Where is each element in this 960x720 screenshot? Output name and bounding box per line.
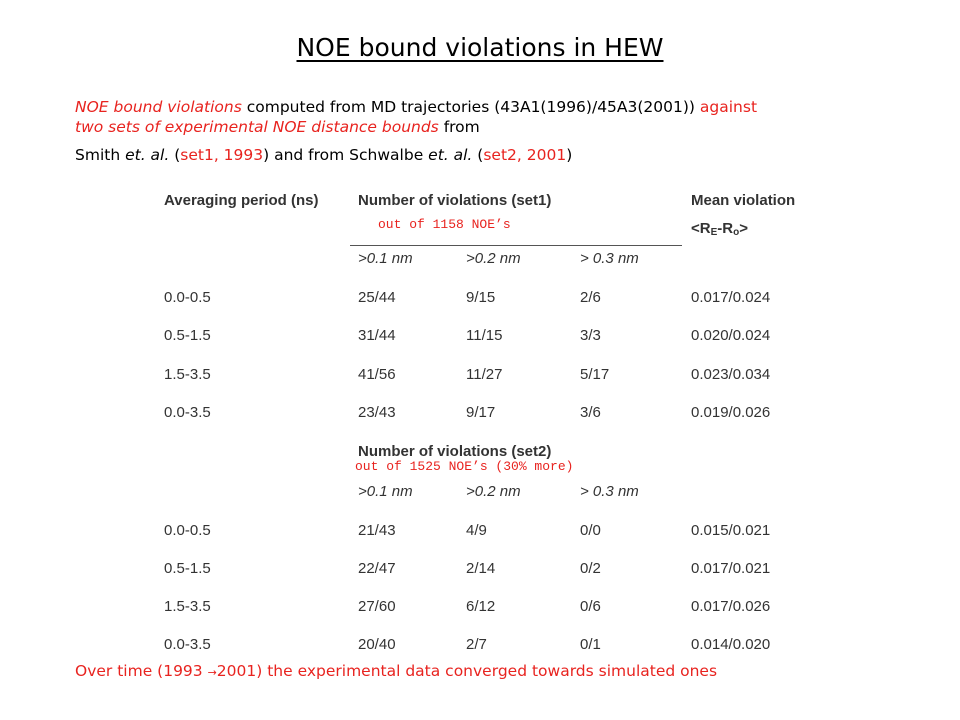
cell-mean: 0.014/0.020 xyxy=(691,636,771,653)
intro-highlight: set2, 2001 xyxy=(483,146,567,164)
intro-line-2 xyxy=(75,117,480,137)
page-title: NOE bound violations in HEW xyxy=(296,33,664,62)
conclusion-text xyxy=(75,662,717,680)
formula-part: <R xyxy=(691,220,711,237)
cell-value: 31/44 xyxy=(358,327,396,344)
cell-value: 22/47 xyxy=(358,560,396,577)
cell-value: 23/43 xyxy=(358,404,396,421)
intro-text: Smith xyxy=(75,146,126,164)
arrow-icon: → xyxy=(207,666,217,679)
intro-text: et. al. xyxy=(125,146,170,164)
header-set2: Number of violations (set2) xyxy=(358,443,552,460)
cell-value: 4/9 xyxy=(466,522,487,539)
cell-mean: 0.020/0.024 xyxy=(691,327,771,344)
cell-value: 0/6 xyxy=(580,598,601,615)
col-gt-0-1: >0.1 nm xyxy=(358,483,413,500)
cell-value: 5/17 xyxy=(580,366,610,383)
col-gt-0-2: >0.2 nm xyxy=(466,250,521,267)
cell-mean: 0.017/0.024 xyxy=(691,289,771,306)
cell-value: 2/14 xyxy=(466,560,496,577)
cell-mean: 0.017/0.021 xyxy=(691,560,771,577)
cell-value: 25/44 xyxy=(358,289,396,306)
intro-text: ( xyxy=(472,146,484,164)
cell-value: 3/3 xyxy=(580,327,601,344)
cell-period: 0.0-0.5 xyxy=(164,522,211,539)
cell-mean: 0.017/0.026 xyxy=(691,598,771,615)
intro-text: from xyxy=(438,118,480,136)
cell-value: 11/27 xyxy=(466,366,503,383)
intro-highlight: two sets of experimental NOE distance bounds xyxy=(75,118,439,136)
cell-value: 21/43 xyxy=(358,522,396,539)
col-gt-0-2: >0.2 nm xyxy=(466,483,521,500)
header-mean-formula xyxy=(691,220,748,238)
cell-period: 0.0-3.5 xyxy=(164,636,211,653)
cell-period: 0.5-1.5 xyxy=(164,560,211,577)
intro-highlight: NOE bound violations xyxy=(75,98,242,116)
col-gt-0-3: > 0.3 nm xyxy=(580,483,639,500)
cell-value: 2/7 xyxy=(466,636,487,653)
cell-value: 0/1 xyxy=(580,636,601,653)
intro-text: ( xyxy=(169,146,181,164)
cell-value: 27/60 xyxy=(358,598,396,615)
intro-text: ) xyxy=(566,146,573,164)
cell-value: 6/12 xyxy=(466,598,496,615)
formula-part: -R xyxy=(717,220,734,237)
cell-value: 3/6 xyxy=(580,404,601,421)
conclusion-part: Over time (1993 xyxy=(75,662,208,680)
cell-mean: 0.015/0.021 xyxy=(691,522,771,539)
formula-subscript: o xyxy=(733,227,740,238)
col-gt-0-1: >0.1 nm xyxy=(358,250,413,267)
cell-value: 2/6 xyxy=(580,289,601,306)
intro-highlight: against xyxy=(699,98,758,116)
cell-value: 9/17 xyxy=(466,404,496,421)
cell-mean: 0.023/0.034 xyxy=(691,366,771,383)
cell-value: 0/0 xyxy=(580,522,601,539)
note-set1: out of 1158 NOE’s xyxy=(378,217,511,232)
cell-value: 20/40 xyxy=(358,636,396,653)
note-set2: out of 1525 NOE’s (30% more) xyxy=(355,459,574,474)
cell-period: 0.0-0.5 xyxy=(164,289,211,306)
formula-subscript: E xyxy=(710,227,718,238)
intro-line-1 xyxy=(75,97,757,117)
conclusion-part: 2001) the experimental data converged towards simulated ones xyxy=(216,662,718,680)
cell-value: 41/56 xyxy=(358,366,396,383)
header-mean-violation: Mean violation xyxy=(691,192,796,209)
intro-text: computed from MD trajectories (43A1(1996)/45A3(2001)) xyxy=(241,98,700,116)
intro-text: ) and from Schwalbe xyxy=(263,146,429,164)
cell-value: 0/2 xyxy=(580,560,601,577)
header-rule xyxy=(350,245,682,246)
header-averaging-period: Averaging period (ns) xyxy=(164,192,319,209)
col-gt-0-3: > 0.3 nm xyxy=(580,250,639,267)
cell-period: 1.5-3.5 xyxy=(164,598,211,615)
intro-text: et. al. xyxy=(428,146,473,164)
cell-period: 1.5-3.5 xyxy=(164,366,211,383)
cell-period: 0.0-3.5 xyxy=(164,404,211,421)
cell-value: 9/15 xyxy=(466,289,496,306)
cell-value: 11/15 xyxy=(466,327,503,344)
cell-mean: 0.019/0.026 xyxy=(691,404,771,421)
cell-period: 0.5-1.5 xyxy=(164,327,211,344)
intro-line-3 xyxy=(75,145,572,165)
header-set1: Number of violations (set1) xyxy=(358,192,552,209)
formula-part: > xyxy=(739,220,748,237)
intro-highlight: set1, 1993 xyxy=(180,146,264,164)
